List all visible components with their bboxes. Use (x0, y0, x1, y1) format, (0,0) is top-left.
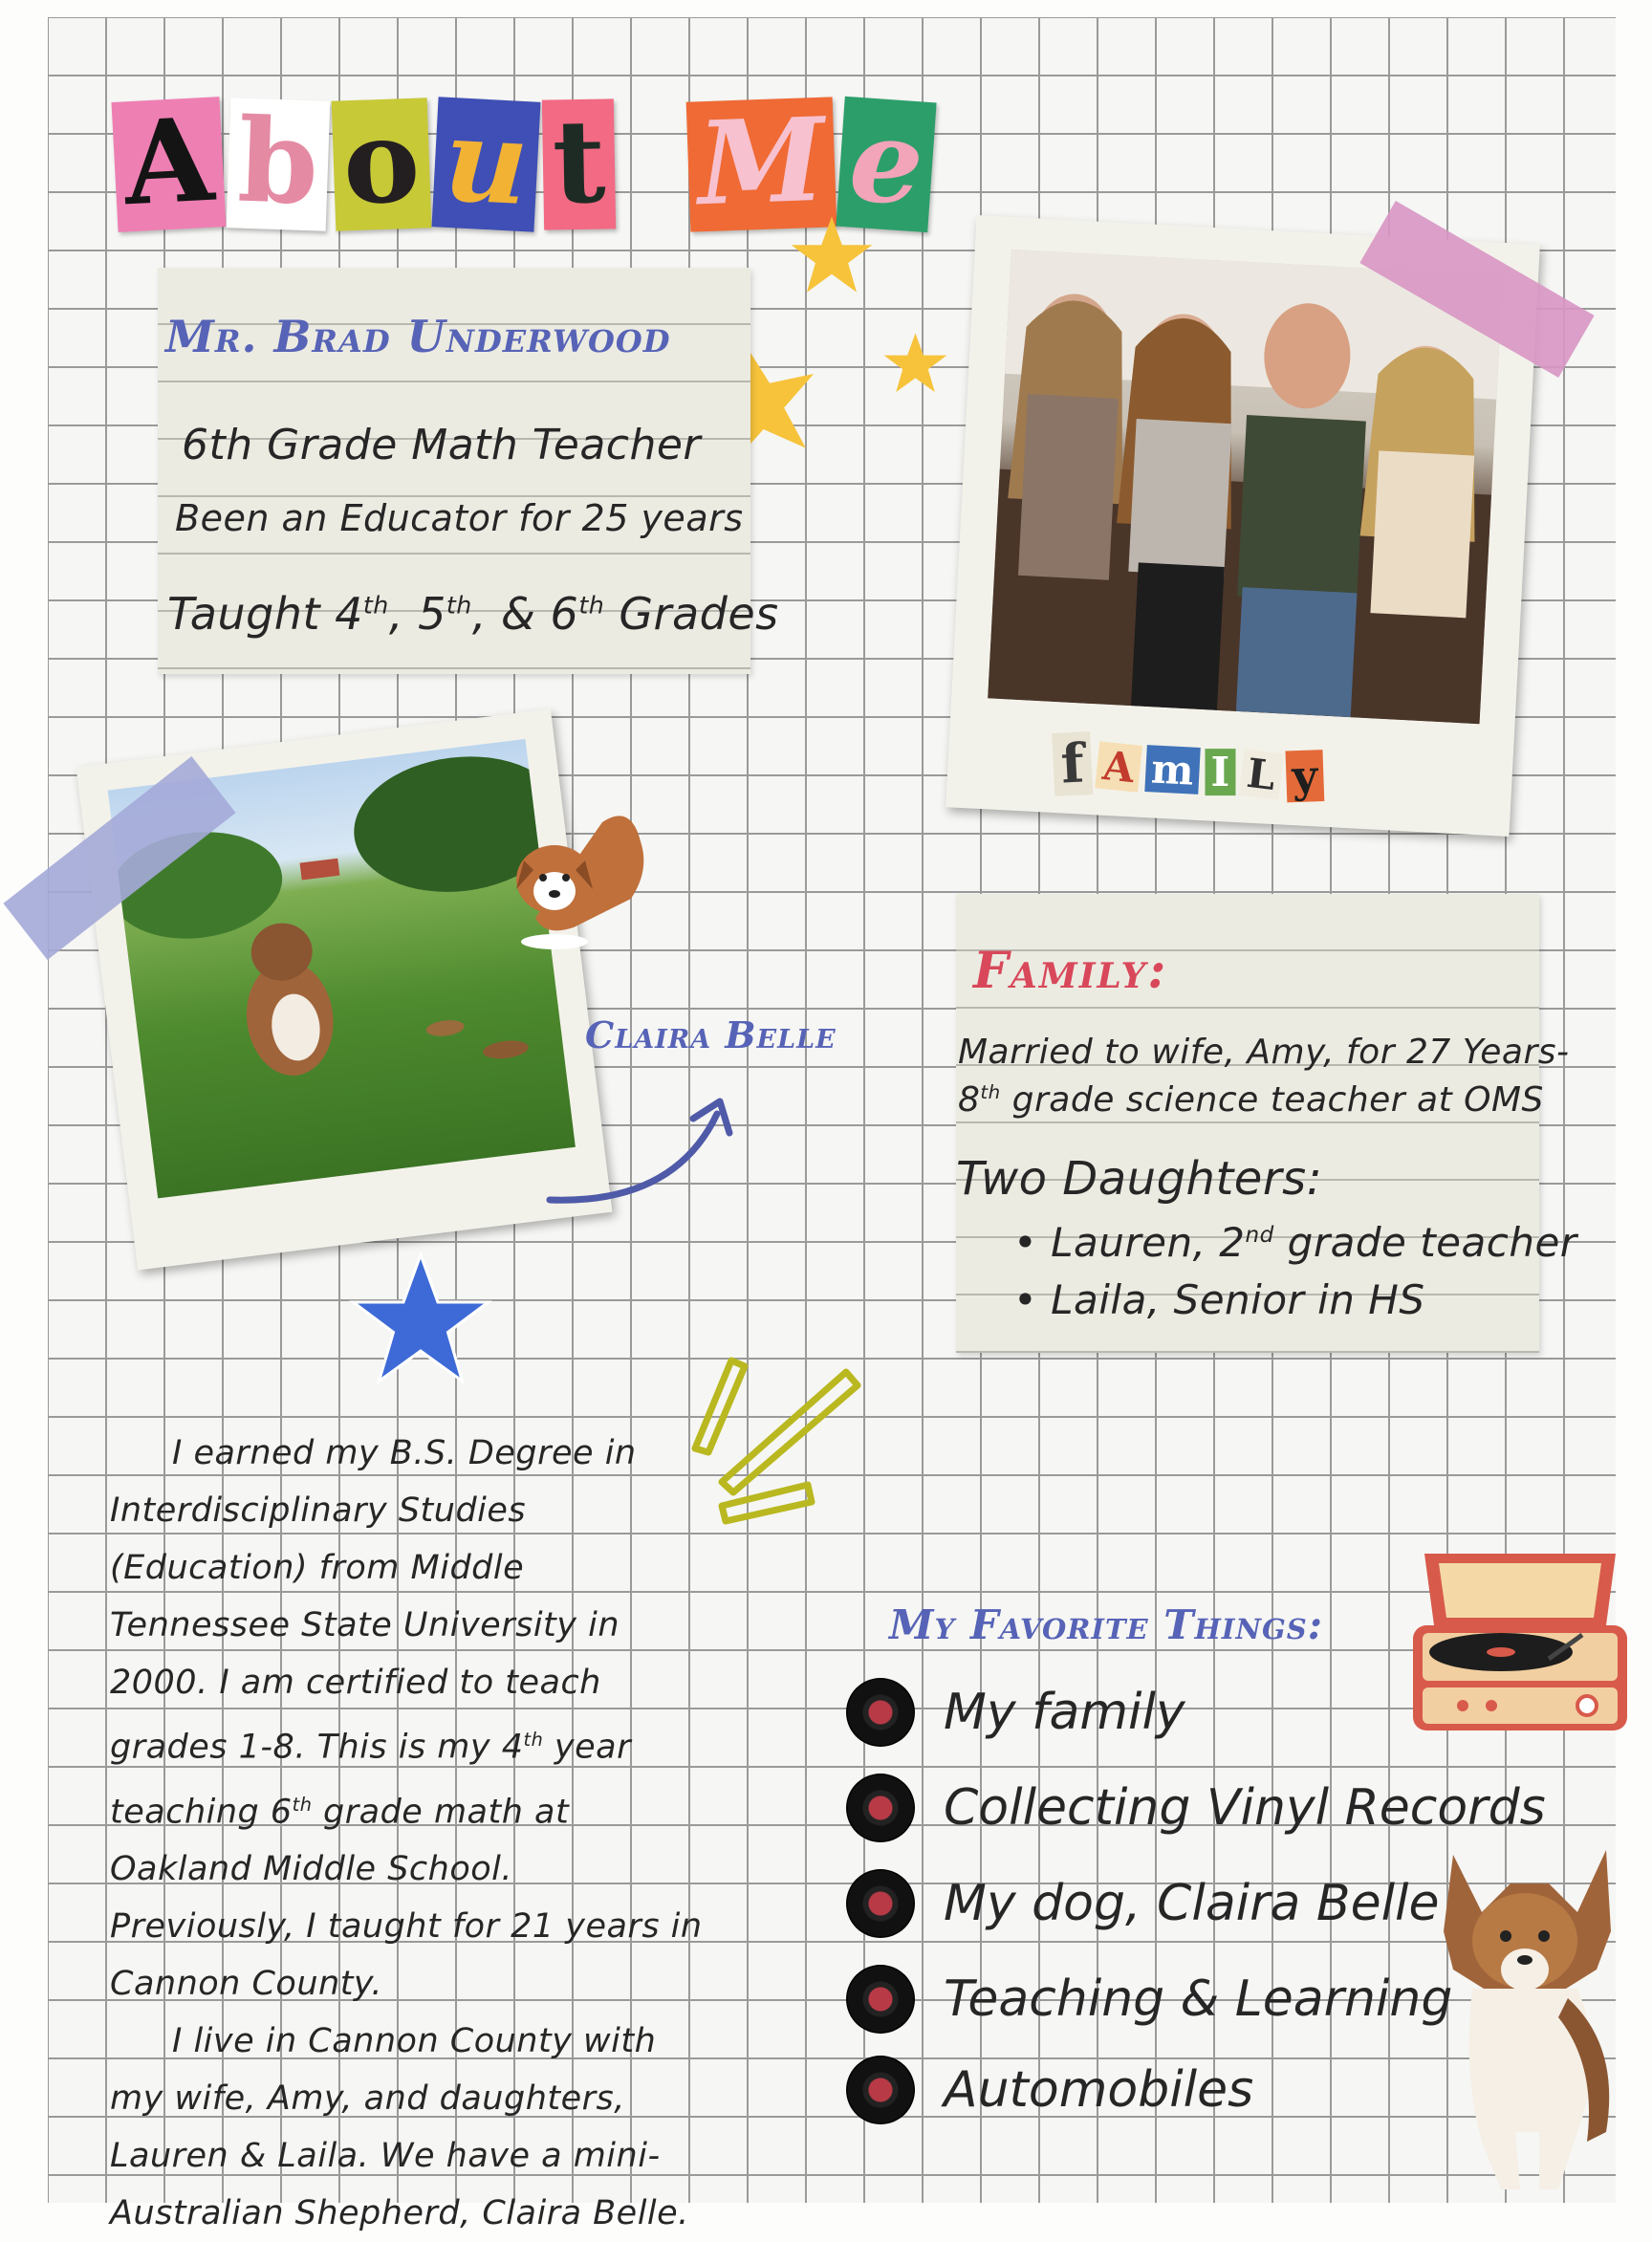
title-letter: M (685, 97, 836, 231)
daughters-heading: Two Daughters: (956, 1152, 1323, 1206)
family-caption (1052, 731, 1325, 809)
grades-text: , & 6 (471, 588, 579, 640)
caption-letter: I (1206, 749, 1236, 795)
family-line2-text: 8 (958, 1080, 981, 1120)
favorite-item-label: My family (944, 1684, 1185, 1741)
bio-text-run: I earned my B.S. Degree in Interdisciplinary Studies (Education) from Middle Tennessee State University in 2000. I am certified to teach grades 1-8. This is my 4 (110, 1434, 637, 1767)
grades-sup: th (446, 591, 472, 620)
favorite-item (846, 2056, 1253, 2124)
bio-text (110, 1425, 703, 2242)
family-line2-sup: th (980, 1081, 1001, 1103)
title-letter: b (227, 98, 331, 231)
teacher-name: Mr. Brad Underwood (165, 311, 671, 362)
curved-arrow-icon (540, 1090, 750, 1214)
profile-card (158, 268, 779, 674)
vinyl-record-icon (846, 2056, 915, 2124)
favorite-item-label: Teaching & Learning (944, 1970, 1453, 2028)
teacher-role: 6th Grade Math Teacher (182, 421, 702, 469)
grades-text: Taught 4 (167, 588, 363, 640)
star-icon (784, 212, 880, 298)
favorite-item-label: My dog, Claira Belle (944, 1875, 1440, 1932)
grades-sup: th (578, 591, 605, 620)
caption-letter: L (1238, 749, 1283, 800)
page-title (115, 76, 932, 232)
family-line1: Married to wife, Amy, for 27 Years- (958, 1033, 1570, 1072)
daughter-item: • Lauren, 2nd grade teacher (1013, 1219, 1577, 1266)
dog-name-label: Claira Belle (585, 1013, 837, 1056)
family-silhouettes (988, 250, 1503, 724)
bio-text-run: year teaching 6 (110, 1728, 631, 1832)
vinyl-record-icon (846, 1965, 915, 2034)
caption-letter: A (1095, 741, 1141, 792)
bio-sup: th (292, 1793, 313, 1816)
caption-letter: m (1144, 745, 1201, 794)
bio-sup: th (523, 1729, 544, 1751)
bio-paragraph: I live in Cannon County with my wife, Amy, and daughters, Lauren & Laila. We have a mini-Australian Shepherd, Claira Belle. (110, 2022, 689, 2233)
family-line2 (958, 1080, 1544, 1120)
vinyl-record-icon (846, 1774, 915, 1842)
daughter-text: Laila, Senior in HS (1051, 1276, 1425, 1323)
daughter-text: Lauren, 2 (1051, 1219, 1246, 1266)
dog-photo-cutout (1415, 1826, 1635, 2203)
vinyl-record-icon (846, 1869, 915, 1938)
burst-lines-icon (684, 1353, 875, 1525)
favorite-item (846, 1965, 1452, 2034)
title-letter: o (332, 98, 432, 230)
family-card (956, 894, 1577, 1353)
grades-text: , 5 (388, 588, 446, 640)
star-icon (344, 1248, 497, 1391)
favorite-item-label: Collecting Vinyl Records (944, 1779, 1546, 1837)
grades-taught (167, 588, 779, 640)
vinyl-record-icon (846, 1678, 915, 1747)
bio-text-run: grade math at Oakland Middle School. Previously, I taught for 21 years in Cannon County. (110, 1793, 703, 2004)
grades-text: Grades (604, 588, 779, 640)
family-heading: Family: (973, 942, 1168, 1000)
bio-paragraph (110, 1425, 703, 2013)
daughter-sup: nd (1245, 1223, 1274, 1248)
title-letter: t (542, 98, 617, 229)
daughter-item: • Laila, Senior in HS (1013, 1276, 1425, 1323)
daughter-text: grade teacher (1273, 1219, 1577, 1266)
caption-letter: f (1052, 731, 1093, 796)
favorite-item-label: Automobiles (944, 2061, 1254, 2119)
title-letter: A (112, 97, 227, 232)
caption-letter: y (1286, 750, 1325, 802)
family-line2-text: grade science teacher at OMS (1000, 1080, 1544, 1120)
title-letter: e (836, 97, 937, 232)
record-player-icon (1405, 1539, 1635, 1740)
star-icon (880, 330, 951, 397)
favorite-item (846, 1869, 1439, 1938)
favorite-item (846, 1678, 1185, 1747)
teacher-experience: Been an Educator for 25 years (175, 497, 744, 539)
family-photo (988, 250, 1503, 724)
favorites-heading: My Favorite Things: (889, 1601, 1324, 1648)
title-letter: u (432, 97, 541, 231)
grades-sup: th (362, 591, 389, 620)
cartoon-dog-icon (497, 803, 660, 956)
